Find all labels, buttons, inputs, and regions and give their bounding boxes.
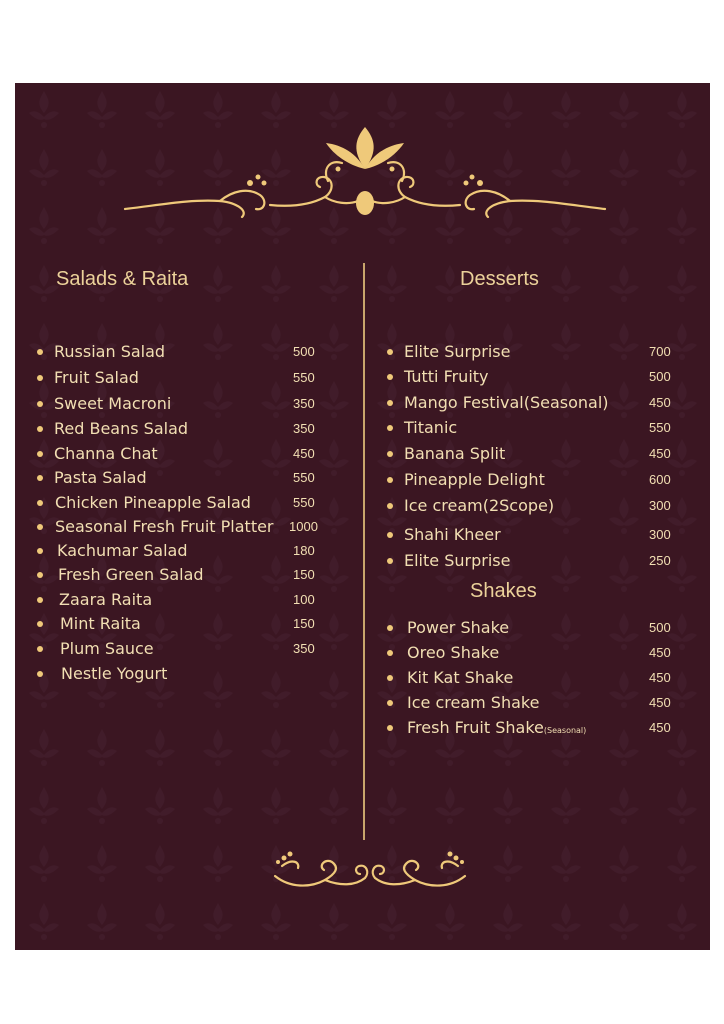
- bullet-icon: [387, 349, 393, 355]
- bullet-icon: [387, 650, 393, 656]
- bullet-icon: [387, 625, 393, 631]
- bottom-ornament: [270, 848, 470, 896]
- bullet-icon: [387, 425, 393, 431]
- bullet-icon: [387, 725, 393, 731]
- bullet-icon: [37, 646, 43, 652]
- bullet-icon: [37, 621, 43, 627]
- column-divider: [363, 263, 365, 840]
- bullet-icon: [37, 401, 43, 407]
- bullet-icon: [37, 475, 43, 481]
- bullet-icon: [37, 671, 43, 677]
- bullet-icon: [37, 597, 43, 603]
- bullet-icon: [387, 374, 393, 380]
- seasonal-note: (Seasonal): [543, 726, 587, 735]
- bullet-icon: [37, 572, 43, 578]
- bullet-icon: [387, 451, 393, 457]
- shakes-heading: Shakes: [470, 580, 537, 602]
- bullet-icon: [37, 426, 43, 432]
- bullet-icon: [37, 500, 43, 506]
- bullet-icon: [37, 349, 43, 355]
- salads-heading: Salads & Raita: [56, 268, 189, 290]
- bullet-icon: [37, 451, 43, 457]
- bullet-icon: [37, 524, 43, 530]
- bullet-icon: [387, 558, 393, 564]
- desserts-heading: Desserts: [460, 268, 539, 290]
- top-ornament: [120, 121, 610, 221]
- bullet-icon: [387, 477, 393, 483]
- bullet-icon: [387, 400, 393, 406]
- bullet-icon: [387, 532, 393, 538]
- bullet-icon: [387, 700, 393, 706]
- bullet-icon: [37, 375, 43, 381]
- bullet-icon: [37, 548, 43, 554]
- bullet-icon: [387, 675, 393, 681]
- bullet-icon: [387, 503, 393, 509]
- menu-card: Salads & Raita Desserts Shakes Russian Salad 500 Fruit Salad 550 Sweet Macroni 350 Red Beans Salad 350 Channa Chat 450 Pasta Salad 550 Chicken Pineapple Salad 550 Seasonal Fresh Fruit Platter 1000 Kachumar Salad 180 Fresh Green Salad 150 Zaara Raita 100 Mint Raita 150 Plum Sauce 350 Nestle Yogurt Elite Surprise 700 Tutti Fruity 500 Mango Festival(Seasonal) 450 Titanic 550 Banana Split 450 Pineapple Delight 600 Ice cream(2Scope) 300 Shahi Kheer 300 Elite Surprise 250 Power Shake 500 Oreo Shake 450 Kit Kat Shake 450 Ice cream Shake 450 Fresh Fruit Shake(Seasonal) 450: [15, 83, 710, 950]
